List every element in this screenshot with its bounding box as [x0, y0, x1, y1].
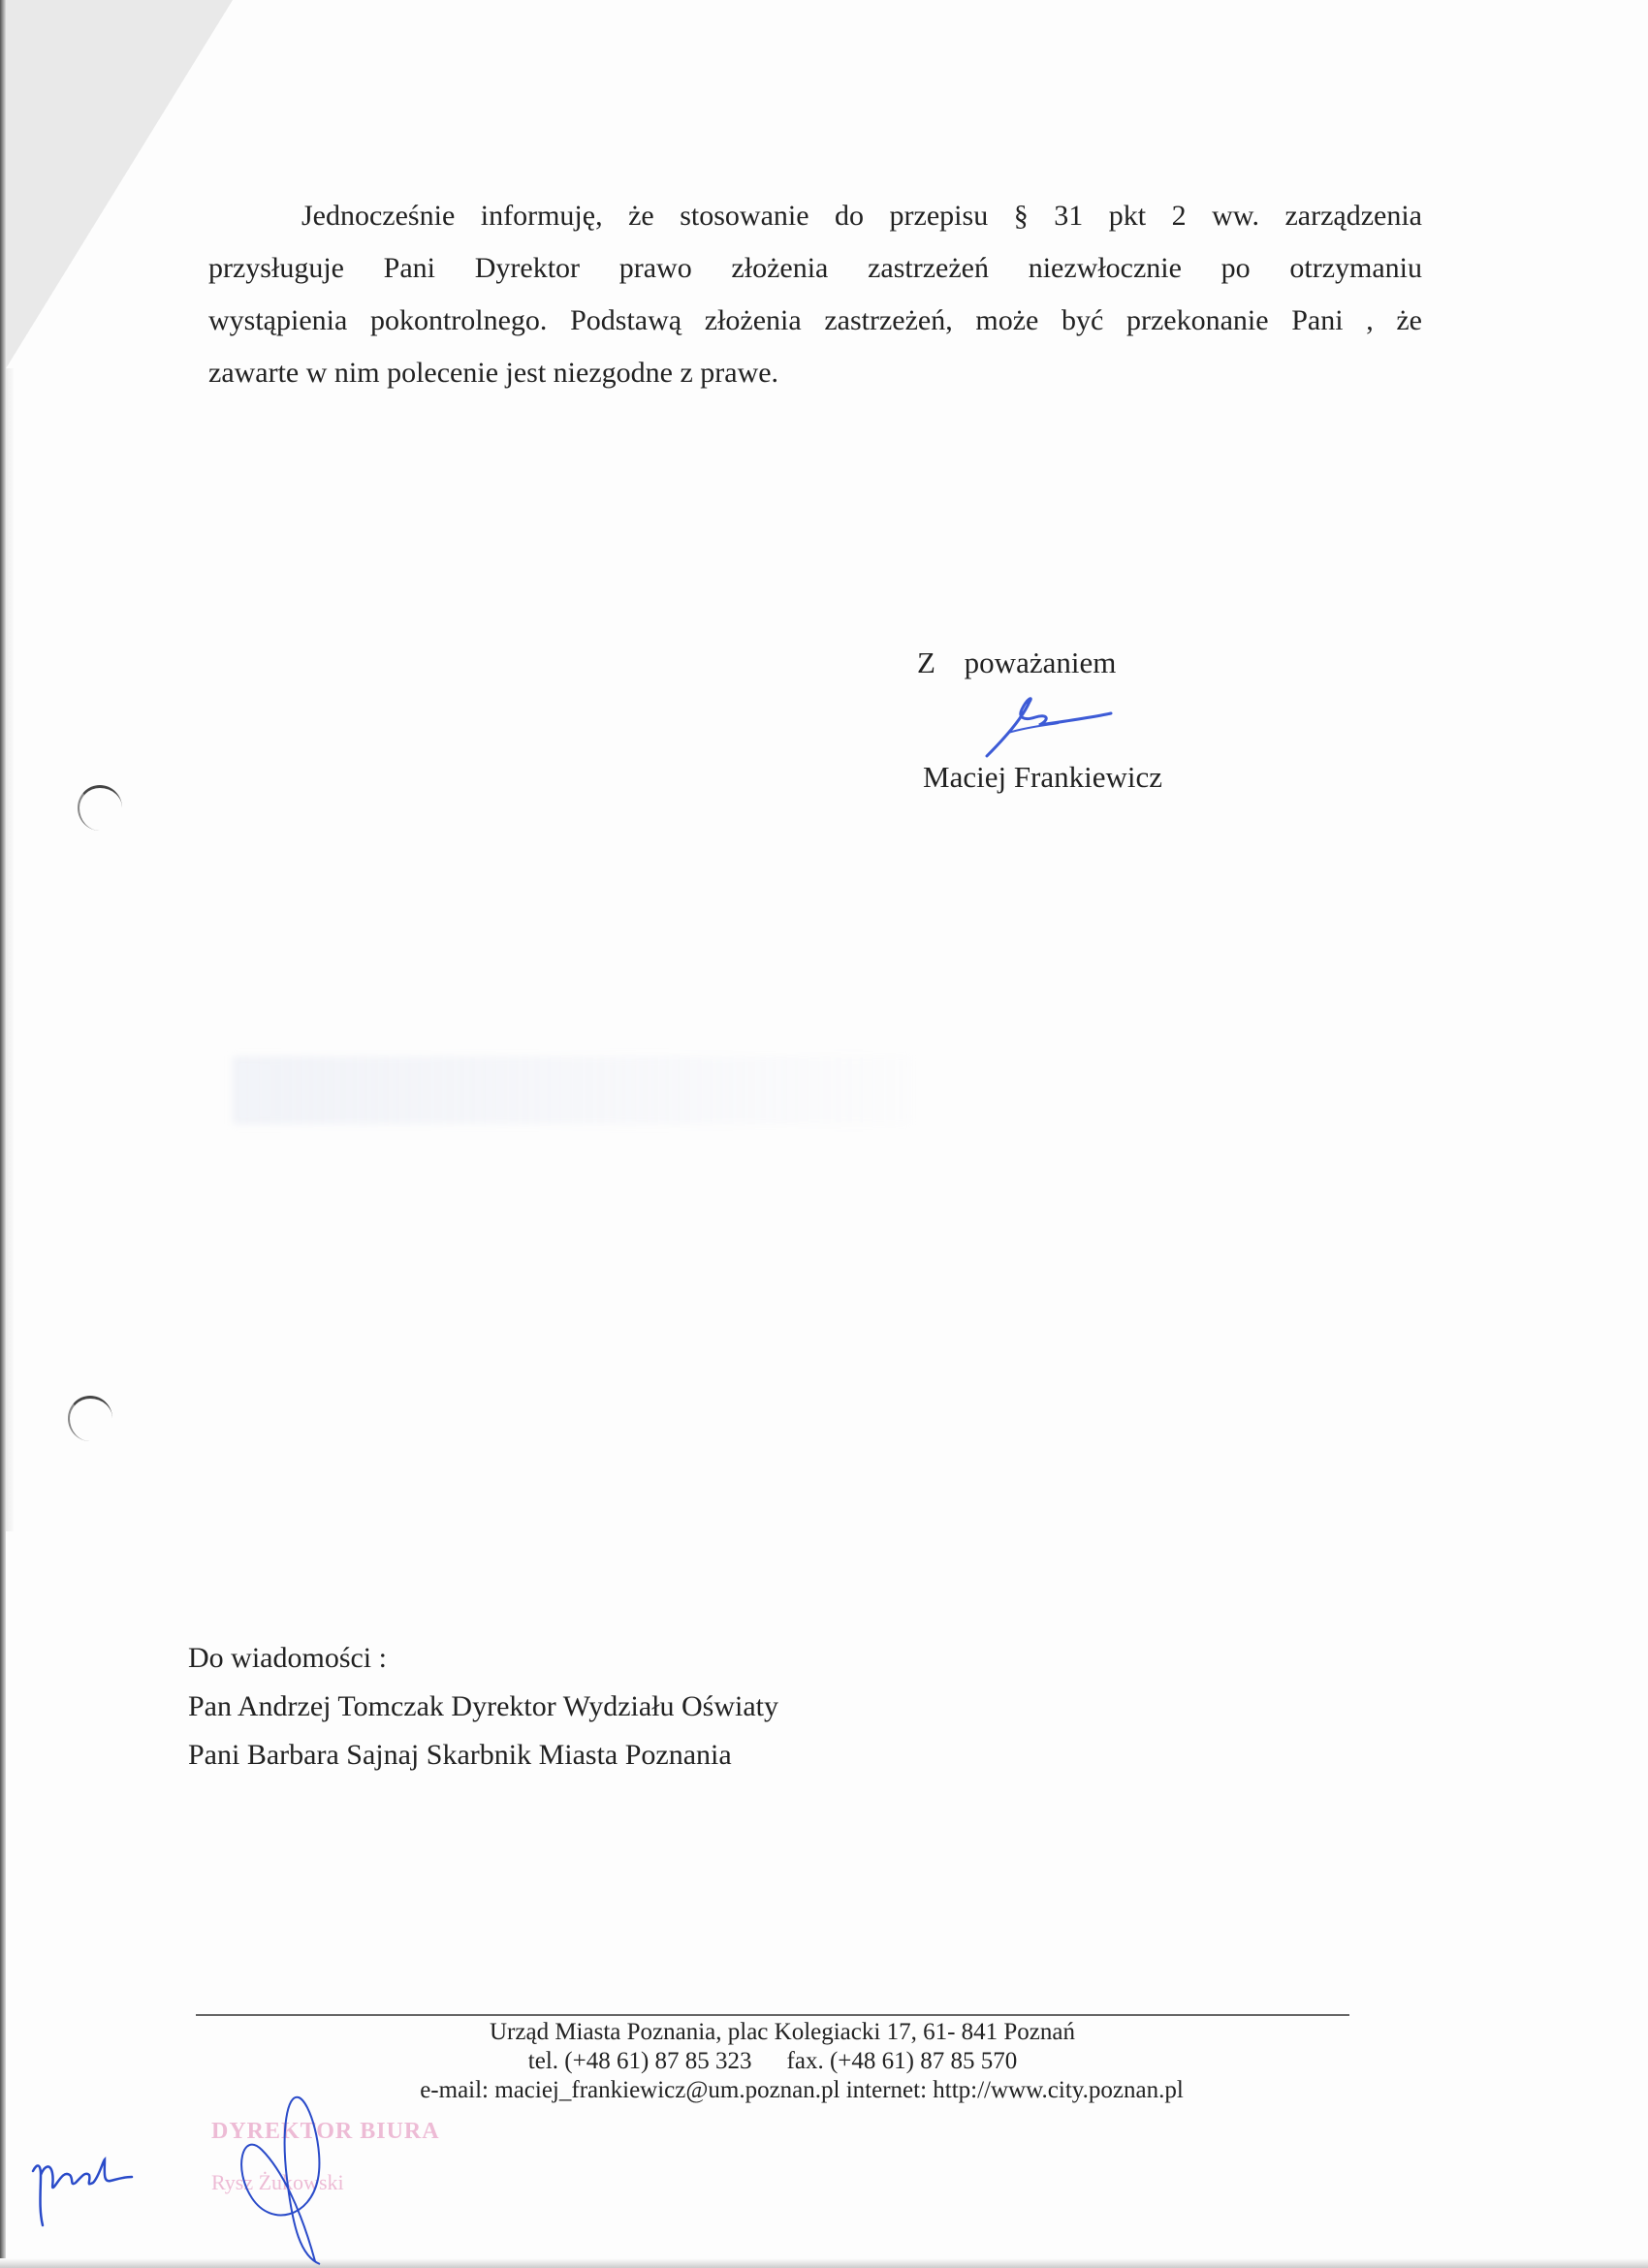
paragraph-line: wystąpienia pokontrolnego. Podstawą złożenia zastrzeżeń, może być przekonanie Pani , że	[208, 304, 1422, 336]
footer-address: Urząd Miasta Poznania, plac Kolegiacki 17, 61- 841 Poznań	[490, 2019, 1075, 2045]
handwritten-initials-icon	[27, 2142, 136, 2229]
footer-contact: e-mail: maciej_frankiewicz@um.poznan.pl internet: http://www.city.poznan.pl	[420, 2077, 1184, 2103]
paragraph-line: Jednocześnie informuję, że stosowanie do przepisu § 31 pkt 2 ww. zarządzenia	[301, 200, 1422, 232]
cc-heading: Do wiadomości :	[188, 1642, 387, 1674]
paragraph-line: przysługuje Pani Dyrektor prawo złożenia zastrzeżeń niezwłocznie po otrzymaniu	[208, 252, 1422, 284]
cc-block	[188, 1634, 778, 1780]
handwritten-paraph-icon	[223, 2092, 349, 2266]
footer-tel: tel. (+48 61) 87 85 323	[527, 2048, 752, 2074]
signer-name: Maciej Frankiewicz	[923, 760, 1163, 794]
cc-recipient: Pan Andrzej Tomczak Dyrektor Wydziału Oświaty	[188, 1690, 778, 1722]
scan-shadow-artifact	[0, 0, 6, 2268]
bleed-through-artifact	[233, 1056, 911, 1124]
scan-edge-artifact	[6, 368, 14, 1531]
stamp-name: Rysz Żukowski	[211, 2170, 344, 2194]
stamp-title: DYREKTOR BIURA	[211, 2119, 440, 2144]
footer-divider	[196, 2014, 1349, 2016]
scan-fold-artifact	[0, 0, 233, 378]
footer-phone-row	[196, 2047, 1349, 2076]
footer-fax: fax. (+48 61) 87 85 570	[786, 2048, 1018, 2074]
punch-hole-icon	[78, 785, 122, 831]
closing-greeting: Z poważaniem	[917, 646, 1117, 679]
body-paragraph	[208, 190, 1422, 399]
punch-hole-icon	[68, 1396, 112, 1441]
signature-icon	[979, 696, 1115, 760]
paragraph-line: zawarte w nim polecenie jest niezgodne z prawe.	[208, 357, 779, 389]
cc-recipient: Pani Barbara Sajnaj Skarbnik Miasta Poznania	[188, 1739, 732, 1771]
letterhead-footer	[196, 2018, 1349, 2105]
